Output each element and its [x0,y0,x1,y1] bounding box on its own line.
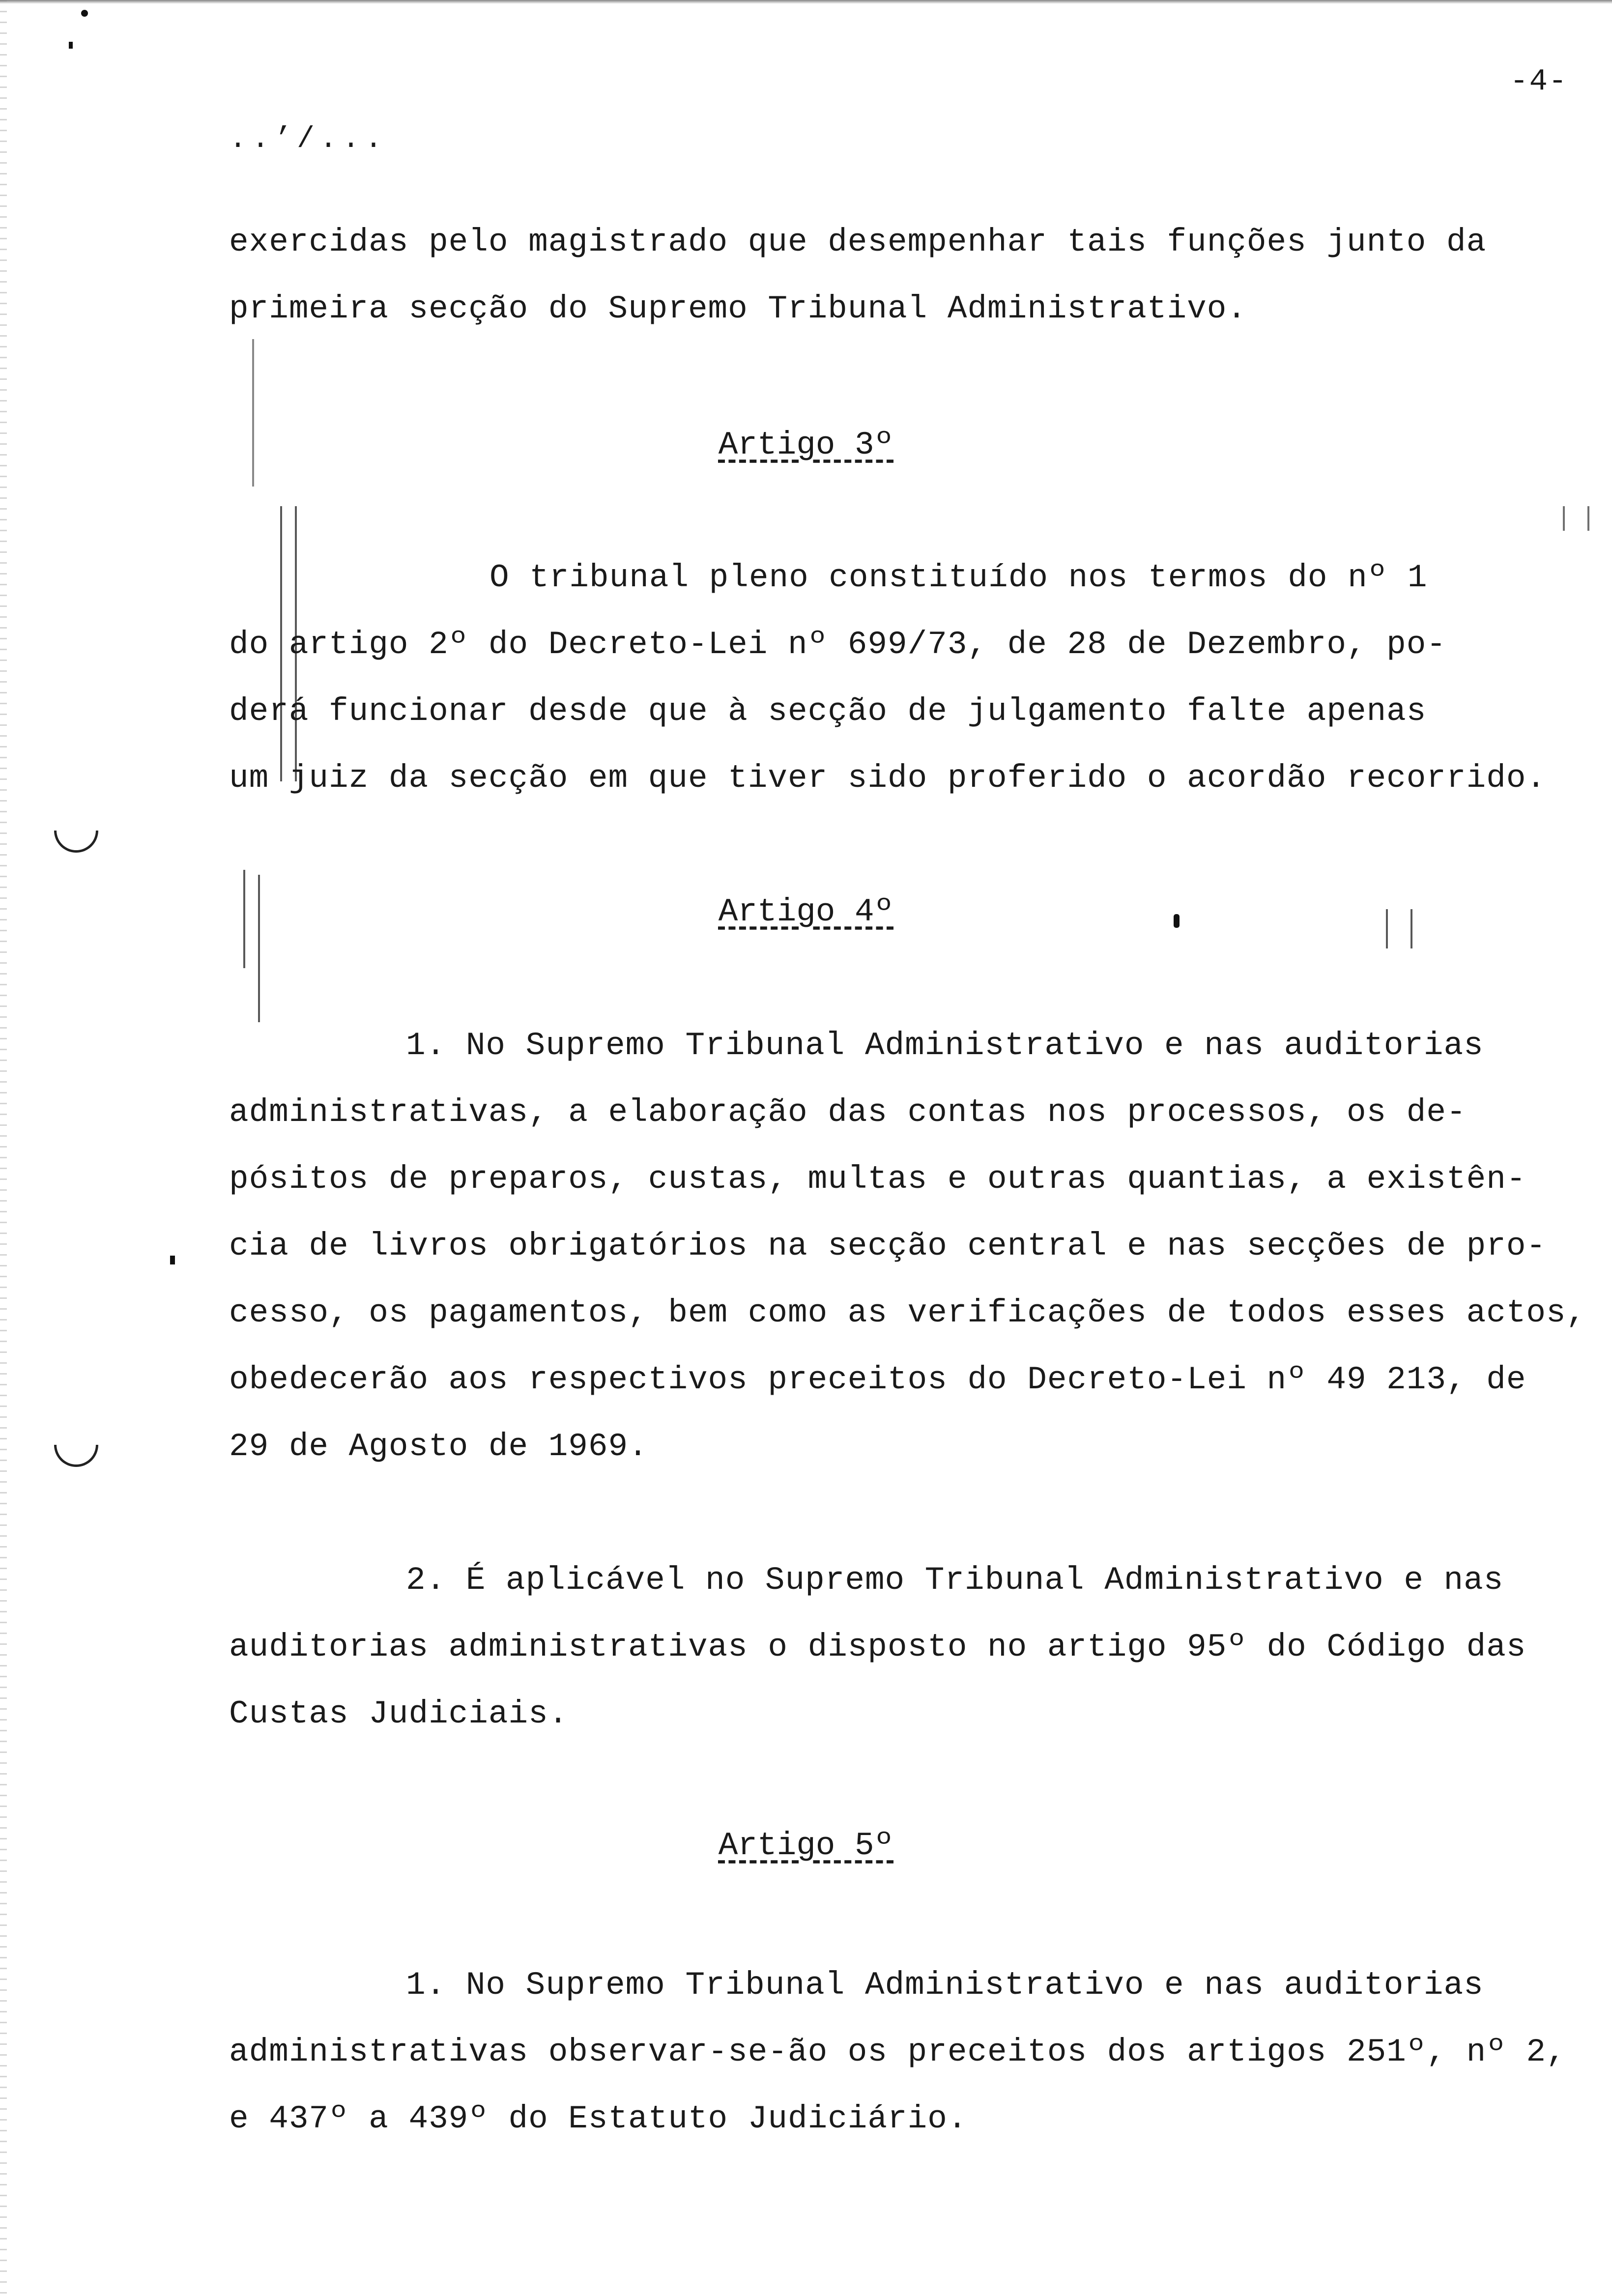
text-line: administrativas observar-se-ão os preceitos dos artigos 251º, nº 2, [229,2034,1566,2070]
article-4-heading: Artigo 4º [718,893,894,930]
continuation-mark: ..’/... [229,123,388,156]
text-line: exercidas pelo magistrado que desempenhar tais funções junto da [229,224,1487,260]
page-number: -4- [1510,64,1568,99]
text-line: do artigo 2º do Decreto-Lei nº 699/73, de 28 de Dezembro, po- [229,626,1446,663]
text-line: e 437º a 439º do Estatuto Judiciário. [229,2100,968,2137]
text-line: cesso, os pagamentos, bem como as verificações de todos esses actos, [229,1294,1586,1331]
text-line: O tribunal pleno constituído nos termos do nº 1 [489,559,1428,596]
scan-speck [170,1256,175,1264]
scan-top-edge [0,0,1612,4]
text-line: primeira secção do Supremo Tribunal Administrativo. [229,290,1247,327]
text-line: 1. No Supremo Tribunal Administrativo e nas auditorias [406,1967,1484,2004]
text-line: derá funcionar desde que à secção de julgamento falte apenas [229,693,1427,730]
margin-line [1587,506,1589,531]
margin-line [1563,506,1565,531]
article-5-paragraph-1 [229,1952,1566,2152]
text-line: administrativas, a elaboração das contas nos processos, os de- [229,1094,1467,1131]
article-5-heading: Artigo 5º [718,1827,894,1864]
scan-left-edge [0,0,7,2296]
scan-speck [81,10,88,17]
text-line: 29 de Agosto de 1969. [229,1428,648,1465]
article-3-paragraph [229,545,1566,812]
article-4-paragraph-1 [229,1012,1586,1480]
article-3-heading: Artigo 3º [718,427,894,463]
scan-speck [69,42,73,49]
margin-line [252,339,254,487]
text-line: pósitos de preparos, custas, multas e outras quantias, a existên- [229,1161,1526,1198]
article-4-paragraph-2 [229,1547,1566,1748]
margin-curve-mark [54,1445,98,1467]
intro-paragraph [229,209,1566,343]
margin-curve-mark [54,831,98,853]
text-line: um juiz da secção em que tiver sido proferido o acordão recorrido. [229,760,1547,797]
text-line: 1. No Supremo Tribunal Administrativo e nas auditorias [406,1027,1484,1064]
text-line: obedecerão aos respectivos preceitos do Decreto-Lei nº 49 213, de [229,1361,1526,1398]
text-line: 2. É aplicável no Supremo Tribunal Administrativo e nas [406,1562,1504,1599]
text-line: auditorias administrativas o disposto no artigo 95º do Código das [229,1629,1526,1665]
text-line: cia de livros obrigatórios na secção central e nas secções de pro- [229,1228,1547,1264]
text-line: Custas Judiciais. [229,1695,569,1732]
